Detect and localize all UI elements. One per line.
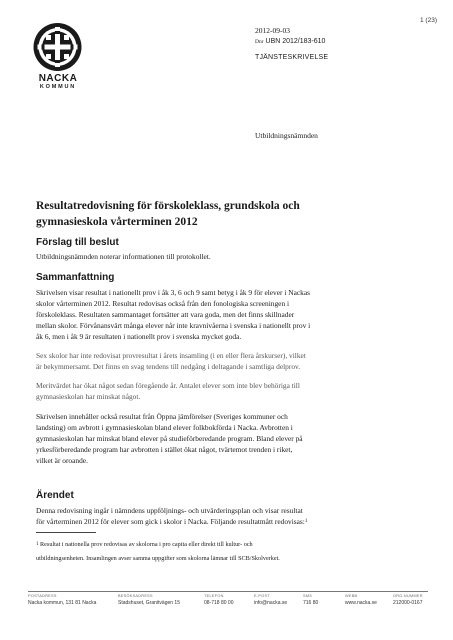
text-line: för vårterminen 2012 för elever som gick i skolor i Nacka. Följande resultatmått redovisas: <box>36 517 305 527</box>
footer-value: 08-718 80 00 <box>204 600 234 606</box>
sammanfattning-paragraph-1 <box>36 287 420 342</box>
footer-phone <box>204 594 233 606</box>
title-line: Resultatredovisning för förskoleklass, grundskola och <box>36 200 300 212</box>
recipient: Utbildningsnämnden <box>255 131 318 140</box>
footnote-reference[interactable]: 1 <box>304 519 308 525</box>
text-line: Sex skolor har inte redovisat provresultat i årets insamling (i en eller flera årskurser), vilket <box>36 351 306 360</box>
arendet-paragraph-1 <box>36 505 420 527</box>
document-title <box>36 198 426 230</box>
text-line: Skrivelsen innehåller också resultat från Öppna jämförelser (Sveriges kommuner och <box>36 412 288 421</box>
sammanfattning-paragraph-3 <box>36 380 420 402</box>
footer-value[interactable]: info@nacka.se <box>254 600 288 606</box>
footer-value: Stadshuset, Granitvägen 15 <box>118 600 180 606</box>
text-line: landsting) om avbrott i gymnasieskolan bland elever folkbokförda i Nacka. Avbrotten i <box>36 423 293 433</box>
footer-divider <box>28 591 428 592</box>
logo-text-nacka: NACKA <box>38 73 78 84</box>
footer-sms <box>303 594 318 606</box>
footer-value: Nacka kommun, 131 81 Nacka <box>28 600 97 606</box>
text-line: vilket är oroande. <box>36 456 88 466</box>
footnote-line: utbildningsenheten. Insamlingen avser samma uppgifter som skolorna lämnar till SCB/Skolverket. <box>36 554 280 562</box>
text-line: förskoleklass. Resultaten sammantaget fortsätter att vara goda, men det finns skillnader <box>36 310 295 320</box>
footer-web <box>345 594 377 606</box>
title-line: gymnasieskola vårterminen 2012 <box>36 216 198 228</box>
footnote-line: Resultat i nationella prov redovisas av skolorna i pro capita eller direkt till kultur- och <box>40 541 253 548</box>
text-line: Meritvärdet har ökat något sedan föregående år. Antalet elever som inte blev behöriga till <box>36 381 300 390</box>
text-line: yrkesförberedande program har avbrotten i stället ökat något, tvärtemot trenden i riket, <box>36 445 293 455</box>
text-line: Denna redovisning ingår i nämndens uppföljnings- och utvärderingsplan och visar resultat <box>36 506 303 515</box>
footer-label: WEBB <box>345 594 358 598</box>
nacka-kommun-logo <box>30 20 85 92</box>
text-line: skolor vårterminen 2012. Resultat redovisas också från den fonologiska screeningen i <box>36 299 290 309</box>
footer-label: POSTADRESS <box>28 594 57 598</box>
footer-email <box>254 594 287 606</box>
sammanfattning-paragraph-2 <box>36 350 420 372</box>
document-type: TJÄNSTESKRIVELSE <box>255 54 329 61</box>
forslag-text: Utbildningsnämnden noterar informationen till protokollet. <box>36 252 211 261</box>
footer-label: SMS <box>303 594 313 598</box>
footnote <box>36 538 420 565</box>
footer-label: ORG.NUMMER <box>393 594 423 598</box>
footer-value[interactable]: www.nacka.se <box>345 600 377 606</box>
footnote-mark: 1 <box>36 542 39 547</box>
footer-org-number <box>393 594 423 606</box>
heading-forslag: Förslag till beslut <box>36 237 119 248</box>
footer-value: 212000-0167 <box>393 600 423 606</box>
diary-number-value: UBN 2012/183-610 <box>265 38 326 45</box>
footer-label: E-POST <box>254 594 270 598</box>
text-line: Skrivelsen visar resultat i nationellt prov i åk 3, 6 och 9 samt betyg i åk 9 för elever i Nackas <box>36 288 310 297</box>
footer-value: 716 80 <box>303 600 319 606</box>
text-line: mellan skolor. Förvånansvärt många elever når inte kravnivåerna i svenska i nationellt prov i <box>36 321 311 331</box>
diary-number-label: Dnr <box>255 39 264 45</box>
footer-postal-address <box>28 594 96 606</box>
diary-number <box>255 38 325 45</box>
text-line: gymnasieskolan har minskat något. <box>36 392 141 402</box>
document-date: 2012-09-03 <box>255 26 290 35</box>
heading-arendet: Ärendet <box>36 490 74 501</box>
text-line: är bekymmersamt. Det finns en svag tendens till nedgång i deltagande i samtliga delprov. <box>36 362 301 372</box>
heading-sammanfattning: Sammanfattning <box>36 272 115 283</box>
sammanfattning-paragraph-4 <box>36 411 420 466</box>
footnote-divider <box>36 532 96 533</box>
footer-label: BESÖKSADRESS <box>118 594 153 598</box>
text-line: åk 6, men i åk 9 är resultaten i nationellt prov i svenska mycket goda. <box>36 332 242 342</box>
footer-label: TELEFON <box>204 594 224 598</box>
page-number: 1 (23) <box>420 17 437 24</box>
footer-visiting-address <box>118 594 180 606</box>
text-line: gymnasieskolan har minskat bland elever på studieförberedande program. Bland elever på <box>36 434 303 444</box>
logo-text-kommun: KOMMUN <box>39 84 77 90</box>
